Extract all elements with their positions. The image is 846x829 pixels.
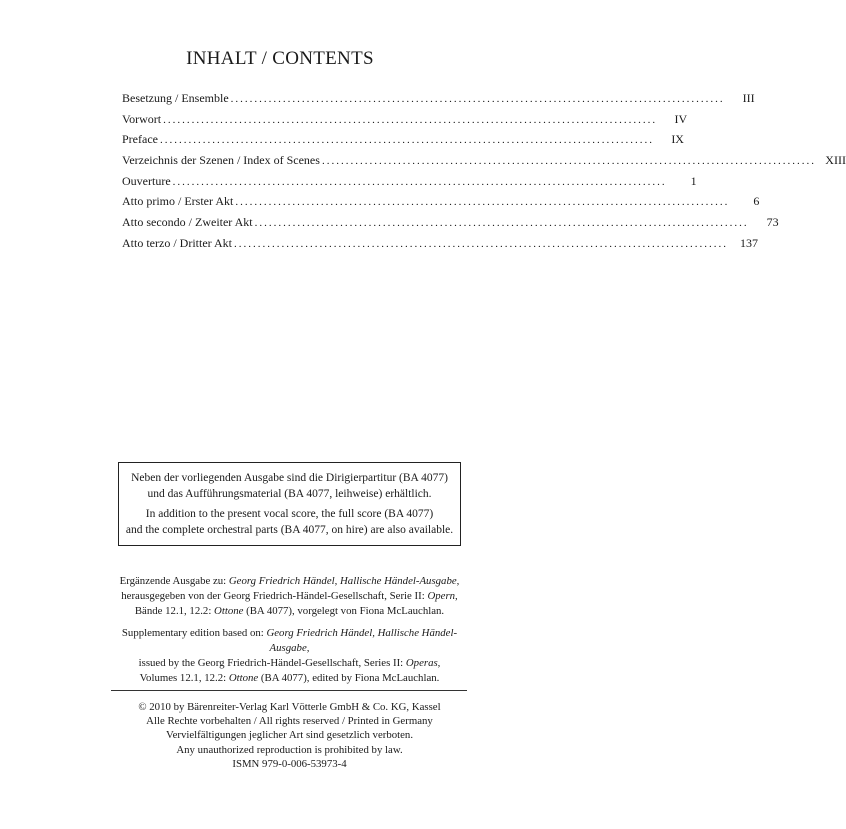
toc-label: Ouverture [122, 173, 171, 188]
availability-de-line-2: und das Aufführungsmaterial (BA 4077, leihweise) erhältlich. [147, 488, 432, 500]
toc-label: Atto terzo / Dritter Akt [122, 235, 232, 250]
toc-entry-ensemble [122, 88, 755, 109]
edition-de-l2-series-name: Opern, [427, 590, 458, 603]
edition-en-l3-work-title: Ottone [228, 672, 259, 685]
edition-de-l2-text: herausgegeben von der Georg Friedrich-Händel-Gesellschaft, Serie II: [121, 590, 428, 603]
horizontal-divider [111, 690, 467, 691]
toc-label: Preface [122, 132, 158, 147]
edition-note-de [112, 574, 467, 620]
toc-page-number: 137 [739, 235, 758, 250]
toc-page-number: III [742, 91, 755, 105]
edition-de-l3-suffix: (BA 4077), vorgelegt von Fiona McLauchlan. [243, 605, 445, 618]
toc-page-number: XIII [825, 153, 846, 168]
toc-leader-dots: ........................................................................................................ [254, 217, 749, 230]
toc-label: Besetzung / Ensemble [122, 91, 229, 105]
edition-en-l3-prefix: Volumes 12.1, 12.2: [139, 672, 229, 685]
edition-en-l1-series-title: Georg Friedrich Händel, Hallische Händel-Ausgabe, [266, 626, 458, 654]
toc-entry-index-of-scenes [122, 150, 846, 171]
toc-leader-dots: ........................................................................................................ [172, 175, 667, 188]
availability-en-line-1: In addition to the present vocal score, the full score (BA 4077) [145, 508, 434, 520]
toc-label: Atto primo / Erster Akt [122, 194, 234, 209]
copyright-notice [112, 700, 467, 771]
toc-page-number: IV [674, 111, 688, 126]
toc-leader-dots: ........................................................................................................ [321, 155, 816, 168]
availability-notice-box [118, 462, 461, 546]
toc-page-number: 6 [753, 194, 760, 209]
availability-de-line-1: Neben der vorliegenden Ausgabe sind die Dirigierpartitur (BA 4077) [131, 472, 448, 484]
toc-leader-dots: ........................................................................................................ [159, 134, 654, 147]
toc-entry-preface [122, 129, 684, 150]
availability-en-line-2: and the complete orchestral parts (BA 4077, on hire) are also available. [125, 524, 454, 536]
toc-leader-dots: ........................................................................................................ [233, 237, 728, 250]
table-of-contents [122, 88, 846, 254]
edition-de-l1-prefix: Ergänzende Ausgabe zu: [119, 575, 229, 587]
copyright-line-3: Vervielfältigungen jeglicher Art sind gesetzlich verboten. [165, 729, 414, 742]
edition-notes [112, 574, 467, 686]
toc-label: Vorwort [122, 111, 162, 126]
edition-en-l2-series-name: Operas, [405, 657, 441, 670]
toc-entry-act-two [122, 212, 779, 233]
toc-entry-act-three [122, 233, 758, 254]
edition-de-l3-work-title: Ottone [214, 605, 244, 618]
copyright-line-4: Any unauthorized reproduction is prohibited by law. [176, 743, 403, 756]
toc-label: Verzeichnis der Szenen / Index of Scenes [122, 153, 320, 168]
toc-entry-ouverture [122, 171, 697, 192]
edition-en-l3-suffix: (BA 4077), edited by Fiona McLauchlan. [258, 672, 440, 685]
toc-entry-act-one [122, 191, 760, 212]
toc-label: Atto secondo / Zweiter Akt [122, 215, 253, 230]
edition-en-l1-prefix: Supplementary edition based on: [121, 626, 267, 639]
page-title: INHALT / CONTENTS [186, 48, 374, 69]
toc-page-number: 1 [690, 173, 697, 188]
edition-de-l3-prefix: Bände 12.1, 12.2: [134, 605, 215, 618]
toc-leader-dots: ........................................................................................................ [163, 113, 658, 126]
copyright-line-1: © 2010 by Bärenreiter-Verlag Karl Vötterle GmbH & Co. KG, Kassel [138, 701, 441, 713]
toc-page-number: IX [671, 132, 684, 147]
toc-page-number: 73 [766, 215, 779, 230]
edition-en-l2-text: issued by the Georg Friedrich-Händel-Gesellschaft, Series II: [138, 657, 406, 670]
toc-leader-dots: ........................................................................................................ [230, 93, 725, 105]
toc-leader-dots: ........................................................................................................ [235, 196, 730, 209]
copyright-line-2: Alle Rechte vorbehalten / All rights reserved / Printed in Germany [146, 715, 433, 728]
copyright-line-5: ISMN 979-0-006-53973-4 [232, 757, 347, 770]
edition-de-l1-series-title: Georg Friedrich Händel, Hallische Händel-Ausgabe, [228, 575, 460, 587]
edition-note-en [112, 626, 467, 687]
toc-entry-vorwort [122, 109, 688, 130]
